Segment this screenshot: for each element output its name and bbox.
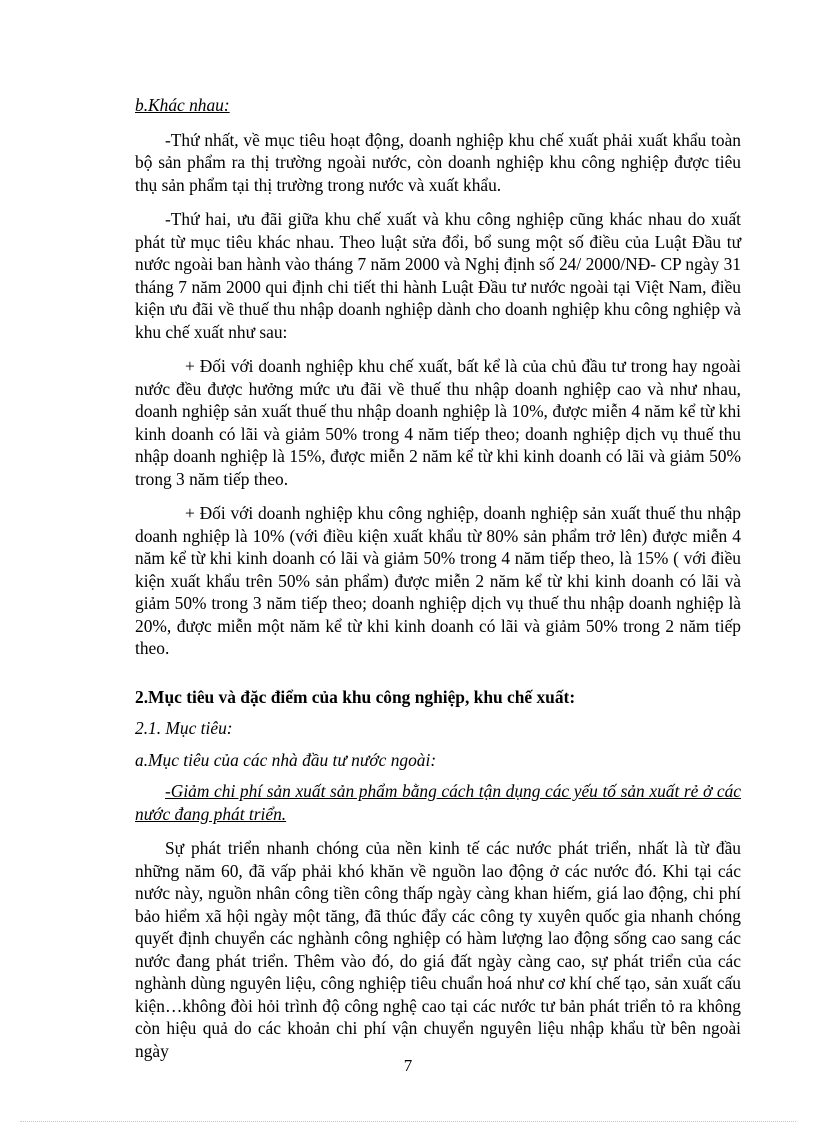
section-2-heading: 2.Mục tiêu và đặc điểm của khu công nghiệp, khu chế xuất: <box>135 686 576 707</box>
section-a-heading: a.Mục tiêu của các nhà đầu tư nước ngoài: <box>135 749 437 770</box>
page-bottom-divider <box>20 1121 796 1122</box>
paragraph-industrial-zone: + Đối với doanh nghiệp khu công nghiệp, doanh nghiệp sản xuất thuế thu nhập doanh nghiệp là 10% (với điều kiện xuất khẩu từ 80% sản phẩm trở lên) được miễn 4 năm kể từ khi kinh doanh có lãi và giảm 50% trong 4 năm tiếp theo, là 15% ( với điều kiện xuất khẩu trên 50% sản phẩm) được miễn 2 năm kể từ khi kinh doanh có lãi và giảm 50% trong 3 năm tiếp theo; doanh nghiệp dịch vụ thuế thu nhập doanh nghiệp là 20%, được miễn một năm kể từ khi kinh doanh có lãi và giảm 50% trong 2 năm tiếp theo. <box>135 503 741 658</box>
section-b-heading: b.Khác nhau: <box>135 95 230 115</box>
cost-reduction-subheading: -Giảm chi phí sản xuất sản phẩm bằng cách tận dụng các yếu tố sản xuất rẻ ở các nước đang phát triển. <box>135 781 741 824</box>
paragraph-first-difference: -Thứ nhất, về mục tiêu hoạt động, doanh nghiệp khu chế xuất phải xuất khẩu toàn bộ sản phẩm ra thị trường ngoài nước, còn doanh nghiệp khu công nghiệp được tiêu thụ sản phẩm tại thị trường trong nước và xuất khẩu. <box>135 129 741 195</box>
paragraph-second-difference: -Thứ hai, ưu đãi giữa khu chế xuất và khu công nghiệp cũng khác nhau do xuất phát từ mục tiêu khác nhau. Theo luật sửa đổi, bổ sung một số điều của Luật Đầu tư nước ngoài ban hành vào tháng 7 năm 2000 và Nghị định số 24/ 2000/NĐ- CP ngày 31 tháng 7 năm 2000 qui định chi tiết thi hành Luật Đầu tư nước ngoài tại Việt Nam, điều kiện ưu đãi về thuế thu nhập doanh nghiệp dành cho doanh nghiệp khu công nghiệp và khu chế xuất như sau: <box>135 209 741 342</box>
page-number: 7 <box>403 1056 413 1075</box>
page-content <box>135 94 741 1062</box>
paragraph-rapid-development: Sự phát triển nhanh chóng của nền kinh tế các nước phát triển, nhất là từ đầu những năm 60, đã vấp phải khó khăn về nguồn lao động ở các nước đó. Khi tại các nước này, nguồn nhân công tiền công thấp ngày càng khan hiếm, giá lao động, chi phí bảo hiểm xã hội ngày một tăng, đã thúc đẩy các công ty xuyên quốc gia nhanh chóng quyết định chuyển các nghành công nghiệp có hàm lượng lao động sống cao sang các nước đang phát triển. Thêm vào đó, do giá đất ngày càng cao, sự phát triển của các nghành dùng nguyên liệu, công nghiệp tiêu chuẩn hoá như cơ khí chế tạo, sản xuất cấu kiện…không đòi hỏi trình độ công nghệ cao tại các nước tư bản phát triển tỏ ra không còn hiệu quả do các khoản chi phí vận chuyển nguyên liệu nhập khẩu từ bên ngoài ngày <box>135 838 741 1061</box>
section-2-1-heading: 2.1. Mục tiêu: <box>135 718 233 738</box>
paragraph-export-processing-zone: + Đối với doanh nghiệp khu chế xuất, bất kể là của chủ đầu tư trong hay ngoài nước đều được hưởng mức ưu đãi về thuế thu nhập doanh nghiệp cao và như nhau, doanh nghiệp sản xuất thuế thu nhập doanh nghiệp là 10%, được miễn 4 năm kể từ khi kinh doanh có lãi và giảm 50% trong 4 năm tiếp theo; doanh nghiệp dịch vụ thuế thu nhập doanh nghiệp là 15%, được miễn 2 năm kể từ khi kinh doanh có lãi và giảm 50% trong 3 năm tiếp theo. <box>135 356 741 489</box>
